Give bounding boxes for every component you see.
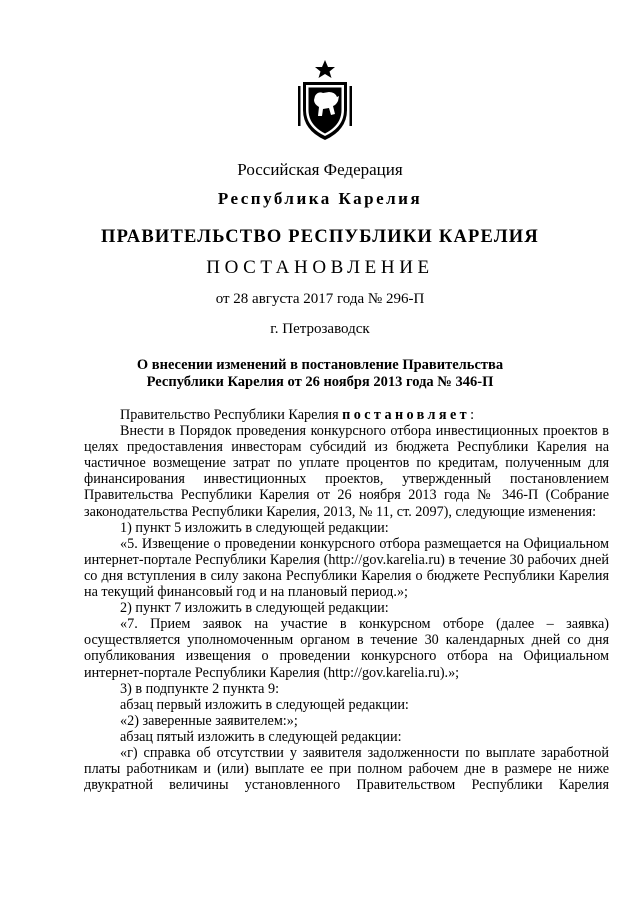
- decree-title: [0, 357, 640, 391]
- paragraph-item-3-d: «г) справка об отсутствии у заявителя задолженности по выплате заработной платы работникам и (или) выплате ее при полном рабочем дне в размере не ниже двукратной величины установленного Правительством Республики Карелия: [84, 744, 609, 794]
- paragraph-amendment-intro: Внести в Порядок проведения конкурсного отбора инвестиционных проектов в целях предоставления инвесторам субсидий из бюджета Республики Карелия на частичное возмещение затрат по уплате процентов по кредитам, полученным для финансирования инвестиционных проектов, утвержденный постановлением Правительства Республики Карелия от 26 ноября 2013 года № 346-П (Собрание законодательства Республики Карелия, 2013, № 11, ст. 2097), следующие изменения:: [84, 423, 609, 520]
- decree-title-line-1: О внесении изменений в постановление Правительства: [136, 357, 504, 373]
- paragraph-item-3-a: абзац первый изложить в следующей редакции:: [120, 696, 409, 713]
- decree-title-line-2: Республики Карелия от 26 ноября 2013 года № 346-П: [146, 374, 494, 390]
- paragraph-item-3-c: абзац пятый изложить в следующей редакции:: [120, 728, 402, 745]
- paragraph-decree-intro: [84, 407, 609, 423]
- intro-colon: :: [470, 407, 475, 423]
- paragraph-item-1: 1) пункт 5 изложить в следующей редакции:: [120, 519, 389, 536]
- intro-text: Правительство Республики Карелия: [120, 407, 343, 423]
- paragraph-item-2: 2) пункт 7 изложить в следующей редакции:: [120, 600, 389, 617]
- karelia-coat-of-arms-icon: [295, 58, 355, 142]
- decree-date: от 28 августа 2017 года № 296-П: [215, 291, 425, 307]
- country-name: Российская Федерация: [237, 160, 403, 179]
- intro-spaced-word: постановляет: [342, 407, 471, 423]
- paragraph-item-3-b: «2) заверенные заявителем:»;: [120, 712, 298, 729]
- paragraph-item-3: 3) в подпункте 2 пункта 9:: [120, 680, 280, 697]
- document-type: ПОСТАНОВЛЕНИЕ: [206, 257, 434, 278]
- city-name: г. Петрозаводск: [270, 321, 370, 337]
- government-name: ПРАВИТЕЛЬСТВО РЕСПУБЛИКИ КАРЕЛИЯ: [101, 227, 539, 247]
- paragraph-item-1-text: «5. Извещение о проведении конкурсного отбора размещается на Официальном интернет-портале Республики Карелия (http://gov.karelia.ru) в течение 30 рабочих дней со дня вступления в силу закона Республики Карелия о бюджете Республики Карелия на текущий финансовый год и на плановый период.»;: [84, 535, 609, 601]
- decree-body: [84, 407, 609, 793]
- paragraph-item-2-text: «7. Прием заявок на участие в конкурсном отборе (далее – заявка) осуществляется уполномоченным органом в течение 30 календарных дней со дня опубликования извещения о проведении конкурсного отбора на Официальном интернет-портале Республики Карелия (http://gov.karelia.ru).»;: [84, 616, 609, 681]
- republic-name: Республика Карелия: [217, 189, 423, 208]
